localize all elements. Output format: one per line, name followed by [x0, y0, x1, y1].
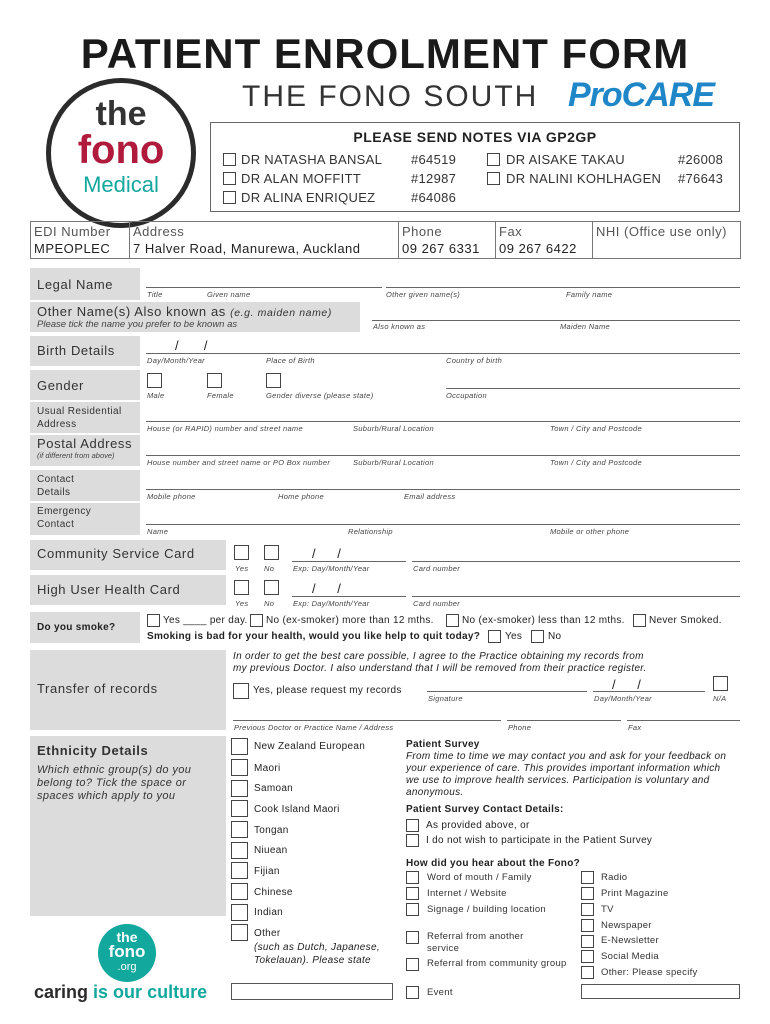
doctor-code: #64086	[411, 190, 457, 205]
edi-label: EDI Number	[34, 224, 111, 239]
aka-caption: Also known as	[373, 322, 426, 331]
huhc-card-caption: Card number	[413, 599, 461, 608]
other-names-hint: Please tick the name you prefer to be known as	[37, 319, 238, 330]
mobile-caption: Mobile phone	[147, 492, 196, 501]
res-street-caption: House (or RAPID) number and street name	[147, 424, 303, 433]
prev-fax-caption: Fax	[628, 723, 642, 732]
ethnicity-niuean-checkbox[interactable]	[231, 842, 248, 859]
address-label: Address	[133, 224, 185, 239]
hear-option: Internet / Website	[427, 888, 507, 899]
edi-cell	[31, 222, 130, 258]
survey-optout-checkbox[interactable]	[406, 834, 419, 847]
huhc-label: High User Health Card	[37, 582, 181, 597]
hear-radio-checkbox[interactable]	[581, 871, 594, 884]
other-names-label	[37, 304, 332, 319]
birth-label: Birth Details	[37, 343, 115, 358]
form-title: PATIENT ENROLMENT FORM	[80, 30, 690, 77]
doctor-name: DR ALAN MOFFITT	[241, 171, 362, 186]
ethnicity-samoan-checkbox[interactable]	[231, 780, 248, 797]
hear-option: E-Newsletter	[601, 935, 659, 946]
logo-the: the	[95, 95, 147, 133]
huhc-date-slashes: / /	[312, 581, 341, 596]
ethnicity-nz-european-checkbox[interactable]	[231, 738, 248, 755]
family-name-caption: Family name	[566, 290, 613, 299]
doctor-name: DR ALINA ENRIQUEZ	[241, 190, 376, 205]
fax-label: Fax	[499, 224, 523, 239]
ethnicity-cook-island-checkbox[interactable]	[231, 800, 248, 817]
smoke-never-checkbox[interactable]	[633, 614, 646, 627]
res-town-caption: Town / City and Postcode	[550, 424, 642, 433]
prev-doctor-caption: Previous Doctor or Practice Name / Address	[234, 723, 394, 732]
hear-internet-checkbox[interactable]	[406, 887, 419, 900]
hear-word-of-mouth-checkbox[interactable]	[406, 871, 419, 884]
edi-value: MPEOPLEC	[34, 241, 111, 256]
hear-event-checkbox[interactable]	[406, 986, 419, 999]
hear-option: Signage / building location	[427, 904, 547, 915]
huhc-no-caption: No	[264, 599, 275, 608]
gender-female-caption: Female	[207, 391, 234, 400]
contact-line[interactable]	[146, 489, 740, 490]
practice-info	[30, 221, 741, 259]
address-value: 7 Halver Road, Manurewa, Auckland	[133, 241, 361, 256]
doctor-code: #26008	[678, 152, 724, 167]
consent-line-1: In order to get the best care possible, I agree to the Practice obtaining my records from	[233, 651, 644, 662]
hear-title: How did you hear about the Fono?	[406, 858, 581, 869]
huhc-no-checkbox[interactable]	[264, 580, 279, 595]
hear-option: TV	[601, 904, 614, 915]
doctor-checkbox[interactable]	[223, 153, 236, 166]
survey-contact-title: Patient Survey Contact Details:	[406, 804, 564, 815]
csc-card-line[interactable]	[412, 561, 740, 562]
ethnicity-option: Chinese	[254, 887, 293, 898]
post-suburb-caption: Suburb/Rural Location	[353, 458, 434, 467]
fax-value: 09 267 6422	[499, 241, 577, 256]
hear-other-input[interactable]	[581, 984, 740, 999]
birth-country-caption: Country of birth	[446, 356, 503, 365]
quit-no-label: No	[548, 631, 562, 642]
hear-other-checkbox[interactable]	[581, 966, 594, 979]
smoke-label: Do you smoke?	[37, 622, 116, 633]
csc-card-caption: Card number	[413, 564, 461, 573]
hear-option: Referral from another service	[427, 931, 524, 954]
smoke-never-label: Never Smoked.	[649, 615, 722, 626]
postal-label: Postal Address	[37, 436, 133, 451]
doctor-checkbox[interactable]	[487, 172, 500, 185]
prev-fax-line[interactable]	[627, 720, 740, 721]
hear-option: Other: Please specify	[601, 967, 698, 978]
doctor-name: DR NALINI KOHLHAGEN	[506, 171, 662, 186]
ethnicity-option: New Zealand European	[254, 741, 366, 752]
ethnicity-option: Fijian	[254, 866, 280, 877]
ethnicity-other-checkbox[interactable]	[231, 924, 248, 941]
fono-org-logo	[98, 924, 156, 982]
hear-social-media-checkbox[interactable]	[581, 950, 594, 963]
occupation-caption: Occupation	[446, 391, 487, 400]
ethnicity-option: Samoan	[254, 783, 294, 794]
doctor-name: DR AISAKE TAKAU	[506, 152, 625, 167]
title-caption: Title	[147, 290, 163, 299]
ethnicity-option: Cook Island Maori	[254, 804, 340, 815]
residential-label: Usual Residential Address	[37, 406, 122, 430]
phone-label: Phone	[402, 224, 443, 239]
gender-male-checkbox[interactable]	[147, 373, 162, 388]
hear-tv-checkbox[interactable]	[581, 903, 594, 916]
smoke-ex-less-label: No (ex-smoker) less than 12 mths.	[462, 615, 625, 626]
doctor-code: #76643	[678, 171, 724, 186]
hear-enewsletter-checkbox[interactable]	[581, 935, 594, 948]
footer-logo-fono: fono	[108, 942, 146, 961]
tagline	[34, 982, 207, 1003]
address-cell	[130, 222, 399, 258]
residential-line[interactable]	[146, 421, 740, 422]
prev-phone-caption: Phone	[508, 723, 532, 732]
ethnicity-option: Maori	[254, 763, 281, 774]
hear-referral-service-checkbox[interactable]	[406, 931, 419, 944]
smoke-yes-label: Yes ____ per day.	[163, 615, 248, 626]
relationship-caption: Relationship	[348, 527, 393, 536]
hear-signage-checkbox[interactable]	[406, 903, 419, 916]
hear-option: Event	[427, 987, 453, 998]
ethnicity-label: Ethnicity Details	[37, 743, 149, 758]
nhi-label: NHI (Office use only)	[596, 224, 727, 239]
gender-label: Gender	[37, 378, 84, 393]
gender-female-checkbox[interactable]	[207, 373, 222, 388]
ethnicity-tongan-checkbox[interactable]	[231, 821, 248, 838]
csc-exp-line[interactable]	[292, 561, 406, 562]
smoke-yes-checkbox[interactable]	[147, 614, 160, 627]
transfer-na-caption: N/A	[713, 694, 727, 703]
footer-logo-org: .org	[117, 961, 137, 973]
transfer-na-checkbox[interactable]	[713, 676, 728, 691]
ethnicity-other-input[interactable]	[231, 983, 393, 1000]
tagline-culture: culture	[147, 982, 208, 1002]
ethnicity-label-bg	[30, 736, 226, 916]
nhi-cell[interactable]	[593, 222, 740, 258]
ethnicity-other-note: (such as Dutch, Japanese, Tokelauan). Please state	[254, 942, 380, 966]
contact-label: Contact Details	[37, 474, 75, 498]
quit-no-checkbox[interactable]	[531, 630, 544, 643]
ethnicity-option: Other	[254, 928, 281, 939]
phone-cell	[399, 222, 496, 258]
clinic-name: THE FONO SOUTH	[242, 80, 539, 113]
huhc-card-line[interactable]	[412, 596, 740, 597]
other-names-eg: (e.g. maiden name)	[230, 307, 332, 319]
emergency-line[interactable]	[146, 524, 740, 525]
ethnicity-indian-checkbox[interactable]	[231, 904, 248, 921]
gender-diverse-caption: Gender diverse (please state)	[266, 391, 374, 400]
prev-phone-line[interactable]	[507, 720, 621, 721]
hear-option: Word of mouth / Family	[427, 872, 532, 883]
birth-place-caption: Place of Birth	[266, 356, 315, 365]
birth-date-slashes: / /	[175, 338, 208, 353]
csc-no-checkbox[interactable]	[264, 545, 279, 560]
res-suburb-caption: Suburb/Rural Location	[353, 424, 434, 433]
hear-newspaper-checkbox[interactable]	[581, 919, 594, 932]
signature-line[interactable]	[427, 691, 587, 692]
signature-caption: Signature	[428, 694, 463, 703]
doctor-name: DR NATASHA BANSAL	[241, 152, 383, 167]
birth-line[interactable]	[146, 353, 740, 354]
transfer-date-slashes: / /	[612, 677, 641, 692]
csc-no-caption: No	[264, 564, 275, 573]
hear-referral-community-checkbox[interactable]	[406, 958, 419, 971]
transfer-date-line[interactable]	[593, 691, 705, 692]
postal-line[interactable]	[146, 455, 740, 456]
birth-date-caption: Day/Month/Year	[147, 356, 205, 365]
huhc-exp-caption: Exp: Day/Month/Year	[293, 599, 370, 608]
doctor-code: #64519	[411, 152, 457, 167]
survey-title: Patient Survey	[406, 739, 480, 750]
request-records-label: Yes, please request my records	[253, 685, 402, 696]
survey-as-above-checkbox[interactable]	[406, 819, 419, 832]
tagline-is-our: is our	[93, 982, 143, 1002]
smoke-ex-more-label: No (ex-smoker) more than 12 mths.	[266, 615, 434, 626]
survey-as-above-label: As provided above, or	[426, 820, 530, 831]
other-family-line[interactable]	[386, 287, 740, 288]
fono-medical-logo	[46, 78, 196, 228]
email-caption: Email address	[404, 492, 456, 501]
maiden-caption: Maiden Name	[560, 322, 610, 331]
gp2gp-box	[210, 122, 740, 212]
quit-yes-label: Yes	[505, 631, 523, 642]
quit-question: Smoking is bad for your health, would you like help to quit today?	[147, 631, 481, 642]
logo-medical: Medical	[83, 172, 159, 197]
footer-logo-the: the	[116, 929, 138, 945]
hear-option: Social Media	[601, 951, 659, 962]
other-given-caption: Other given name(s)	[386, 290, 461, 299]
request-records-checkbox[interactable]	[233, 683, 249, 699]
csc-label: Community Service Card	[37, 546, 195, 561]
survey-optout-label: I do not wish to participate in the Patient Survey	[426, 835, 653, 846]
procare-logo: ProCARE	[568, 76, 715, 114]
huhc-yes-caption: Yes	[235, 599, 249, 608]
doctor-code: #12987	[411, 171, 457, 186]
gender-diverse-checkbox[interactable]	[266, 373, 281, 388]
ethnicity-maori-checkbox[interactable]	[231, 759, 248, 776]
postal-sub: (if different from above)	[37, 451, 115, 460]
hear-option: Print Magazine	[601, 888, 669, 899]
transfer-date-caption: Day/Month/Year	[594, 694, 652, 703]
huhc-exp-line[interactable]	[292, 596, 406, 597]
csc-date-slashes: / /	[312, 546, 341, 561]
aka-line[interactable]	[372, 320, 740, 321]
hear-print-magazine-checkbox[interactable]	[581, 887, 594, 900]
other-names-text: Other Name(s) Also known as	[37, 304, 226, 319]
occupation-line[interactable]	[446, 388, 740, 389]
post-town-caption: Town / City and Postcode	[550, 458, 642, 467]
logo-fono: fono	[77, 128, 165, 172]
fax-cell	[496, 222, 593, 258]
csc-exp-caption: Exp: Day/Month/Year	[293, 564, 370, 573]
title-given-line[interactable]	[146, 287, 382, 288]
emergency-label: Emergency Contact	[37, 506, 92, 530]
hear-option: Newspaper	[601, 920, 652, 931]
doctor-checkbox[interactable]	[487, 153, 500, 166]
survey-text: From time to time we may contact you and ask for your feedback on your experience of care. This provides important information which we use to improve health services. Participation is voluntary and anonymous.	[406, 751, 727, 798]
emergency-phone-caption: Mobile or other phone	[550, 527, 630, 536]
smoke-ex-less-checkbox[interactable]	[446, 614, 459, 627]
csc-yes-caption: Yes	[235, 564, 249, 573]
post-street-caption: House number and street name or PO Box number	[147, 458, 331, 467]
huhc-yes-checkbox[interactable]	[234, 580, 249, 595]
hear-option: Referral from community group	[427, 958, 567, 969]
transfer-label: Transfer of records	[37, 681, 158, 696]
home-phone-caption: Home phone	[278, 492, 324, 501]
ethnicity-option: Indian	[254, 907, 284, 918]
ethnicity-question: Which ethnic group(s) do you belong to? Tick the space or spaces which apply to you	[37, 764, 192, 802]
doctor-checkbox[interactable]	[223, 191, 236, 204]
hear-option: Radio	[601, 872, 628, 883]
doctor-checkbox[interactable]	[223, 172, 236, 185]
consent-line-2: my previous Doctor. I also understand that I will be removed from their practice register.	[233, 663, 647, 674]
prev-doctor-line[interactable]	[233, 720, 501, 721]
ethnicity-chinese-checkbox[interactable]	[231, 883, 248, 900]
quit-yes-checkbox[interactable]	[488, 630, 501, 643]
given-name-caption: Given name	[207, 290, 251, 299]
csc-yes-checkbox[interactable]	[234, 545, 249, 560]
ethnicity-fijian-checkbox[interactable]	[231, 862, 248, 879]
gp2gp-title: PLEASE SEND NOTES VIA GP2GP	[353, 129, 597, 145]
phone-value: 09 267 6331	[402, 241, 480, 256]
ethnicity-option: Tongan	[254, 825, 289, 836]
emergency-name-caption: Name	[147, 527, 169, 536]
tagline-caring: caring	[34, 982, 89, 1002]
ethnicity-option: Niuean	[254, 845, 288, 856]
legal-name-label: Legal Name	[37, 277, 114, 292]
smoke-ex-more-checkbox[interactable]	[250, 614, 263, 627]
gender-male-caption: Male	[147, 391, 165, 400]
